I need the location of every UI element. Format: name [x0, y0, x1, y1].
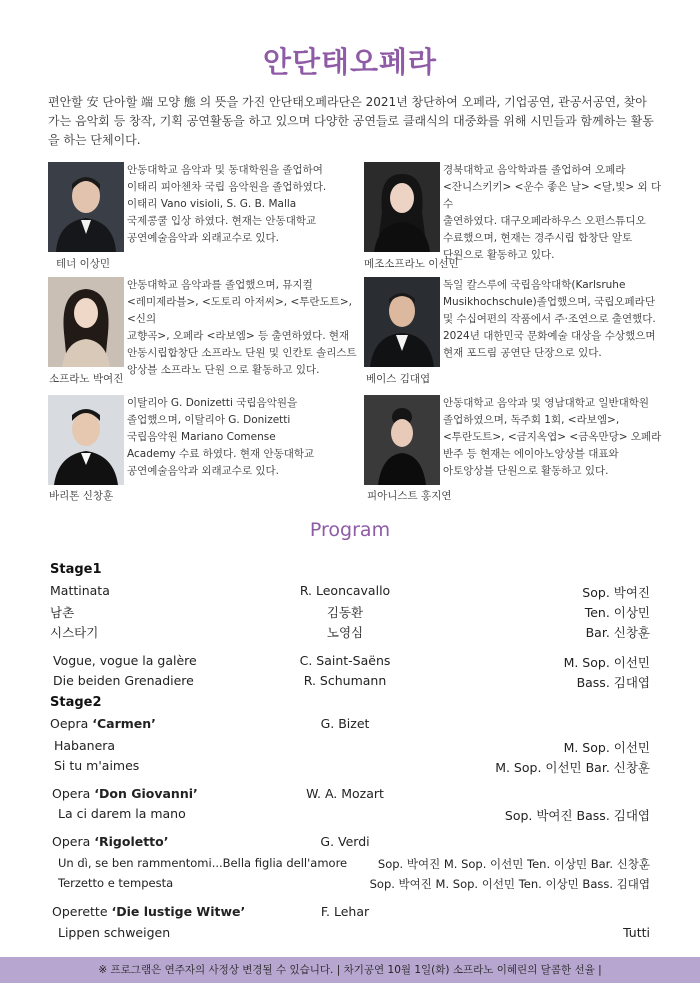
footer-notice: ※ 프로그램은 연주자의 사정상 변경될 수 있습니다. | 차기공연 10월 1일(화) 소프라노 이혜린의 달콤한 선율 |: [0, 957, 700, 983]
artist-caption: 베이스 김대엽: [366, 373, 431, 385]
program-row: Vogue, vogue la galère C. Saint-Saëns M. Sop. 이선민: [53, 653, 650, 670]
program-row: Die beiden Grenadiere R. Schumann Bass. 김대엽: [53, 673, 650, 690]
page-title: 안단태오페라: [262, 45, 438, 79]
program-title: Program: [309, 519, 391, 541]
artist-photo: [48, 277, 124, 367]
artist-bio: 경북대학교 음악학과를 졸업하여 오페라 <잔니스키키> <운수 좋은 날> <달,빛> 외 다수 출연하였다. 대구오페라하우스 오펀스튜디오 수료했으며, 현재는 경주시립 합창단 알토 단원으로 활동하고 있다.: [443, 164, 662, 261]
artist-bio: 안동대학교 음악과 및 동대학원을 졸업하여 이태리 피아첸차 국립 음악원을 졸업하였다. 이태리 Vano visioli, S. G. B. Malla 국제콩쿨 입상 하였다. 현재는 안동대학교 공연예술음악과 외래교수로 있다.: [127, 164, 327, 244]
artist-photo: [364, 277, 440, 367]
stage-heading: Stage1: [50, 562, 102, 577]
artist-caption: 소프라노 박여진: [49, 373, 124, 385]
program-row: 남촌 김동환 Ten. 이상민: [50, 605, 650, 620]
program-row: Oepra ‘Carmen’ G. Bizet: [50, 716, 370, 731]
program-row: Habanera M. Sop. 이선민: [54, 738, 650, 755]
intro-text: 편안할 安 단아할 端 모양 態 의 뜻을 가진 안단태오페라단은 2021년 창단하여 오페라, 기업공연, 관공서공연, 찾아가는 음악회 등 창작, 기획 공연활동을 하고 있으며 다양한 공연들로 클래식의 대중화를 위해 시민들과 함께하는 활동을 하는 단체이다.: [48, 95, 654, 147]
artist-photo: [364, 162, 440, 252]
program-row: Terzetto e tempesta Sop. 박여진 M. Sop. 이선민 Ten. 이상민 Bass. 김대엽: [58, 876, 650, 891]
artist-caption: 피아니스트 홍지연: [367, 490, 452, 502]
artist-caption: 테너 이상민: [56, 258, 111, 270]
artist-photo: [48, 395, 124, 485]
program-row: Mattinata R. Leoncavallo Sop. 박여진: [50, 583, 650, 600]
program-row: Operette ‘Die lustige Witwe’ F. Lehar: [52, 904, 370, 919]
artist-caption: 메조소프라노 이선민: [364, 258, 459, 270]
artist-bio: 독일 칼스루에 국립음악대학(Karlsruhe Musikhochschule)졸업했으며, 국립오페라단 및 수십여편의 작품에서 주·조연으로 출연했다. 2024년 대한민국 문화예술 대상을 수상했으며 현재 포드림 공연단 단장으로 있다.: [443, 279, 656, 359]
artist-photo: [364, 395, 440, 485]
program-row: 시스타기 노영심 Bar. 신창훈: [50, 625, 650, 640]
program-row: Opera ‘Rigoletto’ G. Verdi: [52, 834, 370, 849]
artist-bio: 이탈리아 G. Donizetti 국립음악원을 졸업했으며, 이탈리아 G. Donizetti 국립음악원 Mariano Comense Academy 수료 하였다. 현재 안동대학교 공연예술음악과 외래교수로 있다.: [127, 397, 315, 477]
artist-bio: 안동대학교 음악과를 졸업했으며, 뮤지컬 <레미제라블>, <도토리 아저씨>, <투란도트>, <신의 교향곡>, 오페라 <라보엠> 등 출연하였다. 현재 안동시립합창단 소프라노 단원 및 인칸토 솔리스트 앙상블 소프라노 단원 으로 활동하고 있다.: [127, 279, 357, 376]
artist-bio: 안동대학교 음악과 및 영남대학교 일반대학원 졸업하였으며, 독주회 1회, <라보엠>, <투란도트>, <금지옥엽> <금옥만당> 오페라 반주 등 현재는 에이아노앙상블 대표와 아토앙상블 단원으로 활동하고 있다.: [443, 397, 662, 477]
artist-photo: [48, 162, 124, 252]
program-row: Opera ‘Don Giovanni’ W. A. Mozart: [52, 786, 384, 801]
program-row: Un dì, se ben rammentomi...Bella figlia dell'amore Sop. 박여진 M. Sop. 이선민 Ten. 이상민 Bar. 신창훈: [58, 856, 650, 871]
program-row: Si tu m'aimes M. Sop. 이선민 Bar. 신창훈: [54, 758, 650, 775]
program-row: Lippen schweigen Tutti: [58, 925, 650, 940]
program-row: La ci darem la mano Sop. 박여진 Bass. 김대엽: [58, 806, 650, 823]
artist-caption: 바리톤 신창훈: [49, 490, 114, 502]
stage-heading: Stage2: [50, 695, 102, 710]
